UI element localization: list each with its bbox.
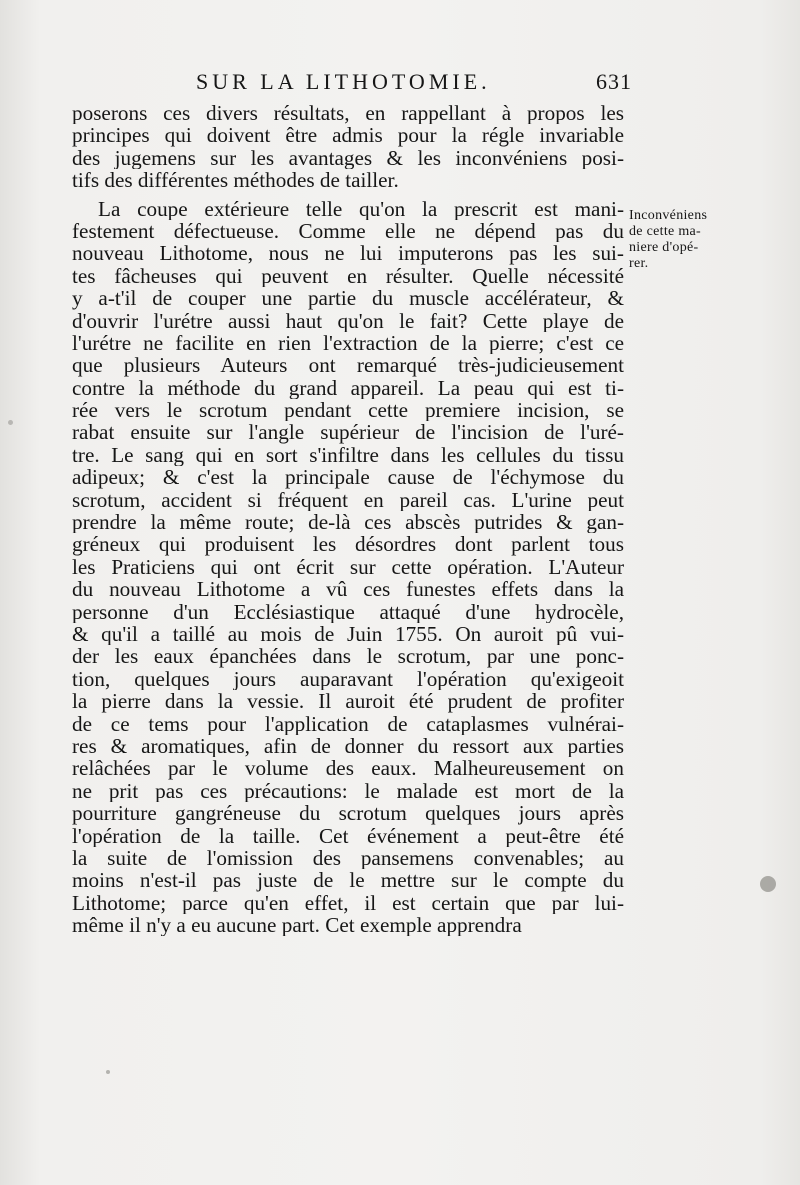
running-title: SUR LA LITHOTOMIE. [196, 69, 491, 94]
text-line: des jugemens sur les avantages & les inconvéniens posi- [72, 146, 624, 170]
text-line: rabat ensuite sur l'angle supérieur de l'incision de l'uré- [72, 421, 624, 444]
text-line: la suite de l'omission des pansemens convenables; au [72, 846, 624, 870]
text-line: La coupe extérieure telle qu'on la prescrit est mani- [98, 197, 624, 220]
text-line: tion, quelques jours auparavant l'opération qu'exigeoit [72, 667, 624, 691]
text-line: res & aromatiques, afin de donner du ressort aux parties [72, 734, 624, 758]
text-line: gréneux qui produisent les désordres dont parlent tous [72, 533, 624, 556]
text-line: l'urétre ne facilite en rien l'extraction de la pierre; c'est ce [72, 331, 624, 355]
text-line: rée vers le scrotum pendant cette premiere incision, se [72, 399, 624, 422]
text-line: tre. Le sang qui en sort s'infiltre dans les cellules du tissu [72, 443, 624, 467]
text-line: & qu'il a taillé au mois de Juin 1755. On auroit pû vui- [72, 622, 624, 646]
text-line: der les eaux épanchées dans le scrotum, par une ponc- [72, 645, 624, 668]
text-line: contre la méthode du grand appareil. La peau qui est ti- [72, 376, 624, 400]
text-line: pourriture gangréneuse du scrotum quelques jours après [72, 802, 624, 825]
margin-note [629, 208, 789, 272]
text-line: l'opération de la taille. Cet événement a peut-être été [72, 824, 624, 847]
margin-note-line: de cette ma- [629, 224, 702, 239]
text-line: tifs des différentes méthodes de tailler. [72, 169, 399, 192]
text-line: prendre la même route; de-là ces abscès putrides & gan- [72, 511, 624, 534]
margin-note-line: niere d'opé- [629, 240, 699, 255]
text-line: relâchées par le volume des eaux. Malheureusement on [72, 757, 624, 780]
margin-note-line: Inconvéniens [629, 208, 708, 223]
text-line: festement défectueuse. Comme elle ne dépend pas du [72, 219, 624, 243]
text-line: tes fâcheuses qui peuvent en résulter. Quelle nécessité [72, 264, 624, 288]
paper-speck [8, 420, 13, 425]
page-number: 631 [596, 69, 632, 94]
margin-note-line: rer. [629, 256, 649, 271]
text-line: d'ouvrir l'urétre aussi haut qu'on le fait? Cette playe de [72, 309, 624, 332]
body-text [72, 102, 624, 936]
running-head [196, 64, 636, 100]
text-line: la pierre dans la vessie. Il auroit été prudent de profiter [72, 690, 624, 713]
text-line: principes qui doivent être admis pour la régle invariable [72, 124, 624, 147]
text-line: moins n'est-il pas juste de le mettre sur le compte du [72, 869, 624, 892]
paper-speck [106, 1070, 110, 1074]
paper-speck [760, 876, 776, 892]
text-line: scrotum, accident si fréquent en pareil cas. L'urine peut [72, 488, 624, 512]
text-line: même il n'y a eu aucune part. Cet exemple apprendra [72, 914, 522, 937]
text-line: personne d'un Ecclésiastique attaqué d'une hydrocèle, [72, 600, 624, 623]
text-line: y a-t'il de couper une partie du muscle accélérateur, & [72, 287, 624, 310]
text-line: ne prit pas ces précautions: le malade est mort de la [72, 779, 624, 803]
text-line: nouveau Lithotome, nous ne lui imputerons pas les sui- [72, 242, 624, 265]
text-line: les Praticiens qui ont écrit sur cette opération. L'Auteur [72, 555, 624, 579]
text-line: que plusieurs Auteurs ont remarqué très-judicieusement [72, 354, 624, 377]
text-line: du nouveau Lithotome a vû ces funestes effets dans la [72, 578, 624, 601]
text-line: adipeux; & c'est la principale cause de l'échymose du [72, 466, 624, 489]
text-line: de ce tems pour l'application de cataplasmes vulnérai- [72, 712, 624, 735]
text-line: Lithotome; parce qu'en effet, il est certain que par lui- [72, 891, 624, 915]
text-line: poserons ces divers résultats, en rappellant à propos les [72, 102, 624, 125]
